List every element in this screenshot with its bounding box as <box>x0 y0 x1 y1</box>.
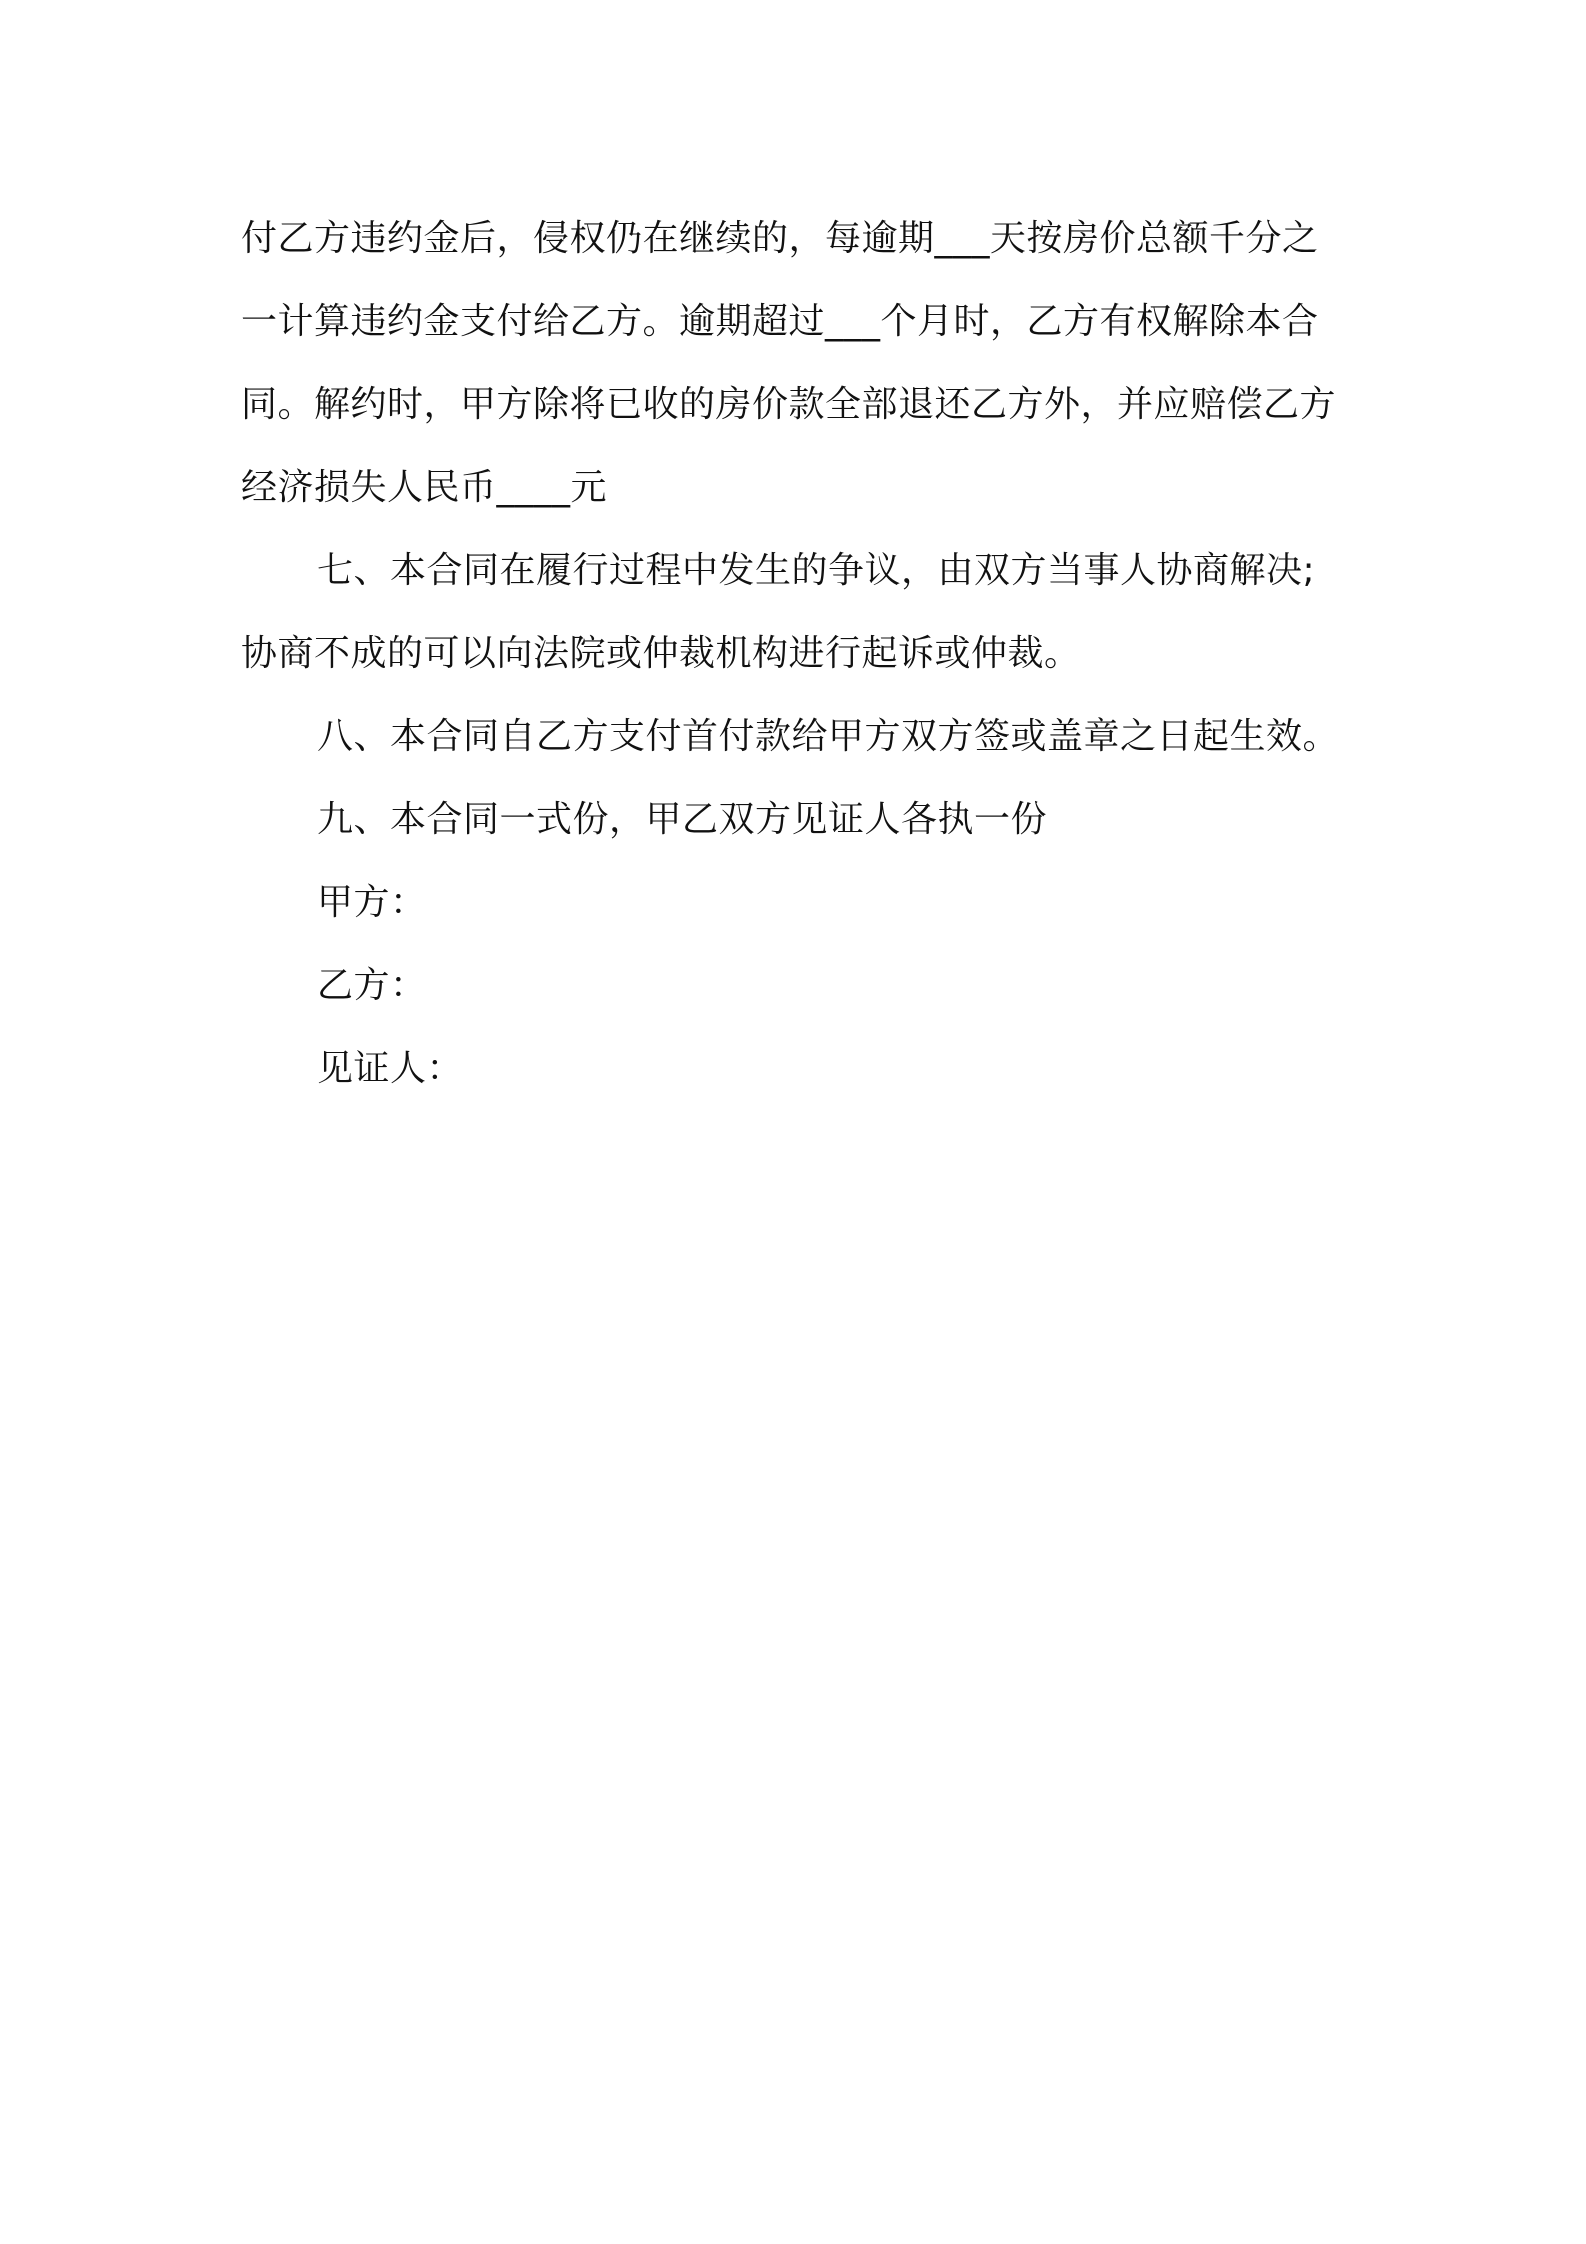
paragraph-6-line-2: 一计算违约金支付给乙方。逾期超过___个月时，乙方有权解除本合 <box>241 301 1319 342</box>
paragraph-7-line-2: 协商不成的可以向法院或仲裁机构进行起诉或仲裁。 <box>241 633 1081 674</box>
paragraph-6-line-3: 同。解约时，甲方除将已收的房价款全部退还乙方外，并应赔偿乙方 <box>241 384 1337 425</box>
paragraph-9: 九、本合同一式份，甲乙双方见证人各执一份 <box>317 799 1048 840</box>
party-a-signature-label: 甲方： <box>317 882 427 923</box>
paragraph-7-line-1: 七、本合同在履行过程中发生的争议，由双方当事人协商解决; <box>317 550 1316 591</box>
paragraph-6-line-4: 经济损失人民币____元 <box>241 467 608 508</box>
witness-signature-label: 见证人： <box>317 1048 464 1089</box>
paragraph-6-line-1: 付乙方违约金后，侵权仍在继续的，每逾期___天按房价总额千分之 <box>241 218 1319 259</box>
paragraph-8: 八、本合同自乙方支付首付款给甲方双方签或盖章之日起生效。 <box>317 716 1340 757</box>
party-b-signature-label: 乙方： <box>317 965 427 1006</box>
document-body <box>241 197 1361 1110</box>
